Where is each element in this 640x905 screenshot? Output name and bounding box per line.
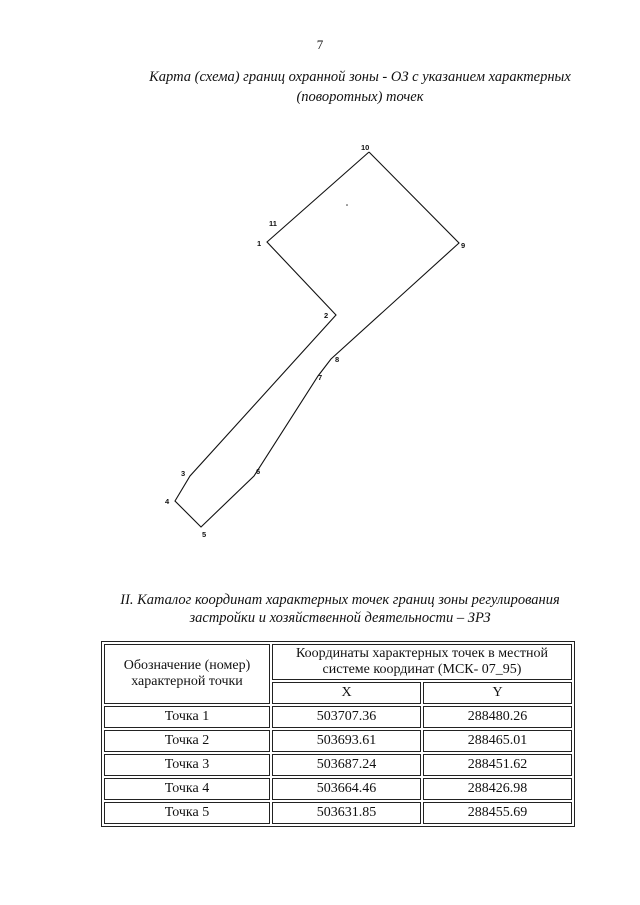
table-header-row: [104, 644, 572, 680]
point-x: 503707.36: [272, 706, 421, 728]
point-name: Точка 3: [104, 754, 270, 776]
point-x: 503693.61: [272, 730, 421, 752]
point-y: 288451.62: [423, 754, 572, 776]
header-coordinates: Координаты характерных точек в местной системе координат (МСК- 07_95): [272, 644, 572, 680]
table-row: [104, 778, 572, 800]
table-row: [104, 730, 572, 752]
map-dot: [346, 204, 348, 206]
point-label-1: 1: [257, 239, 262, 248]
header-y: Y: [423, 682, 572, 704]
coordinates-table: [101, 641, 575, 827]
map-title-line-2: (поворотных) точек: [296, 89, 424, 105]
catalog-title: [90, 591, 590, 627]
point-label-11: 11: [269, 219, 277, 228]
point-name: Точка 4: [104, 778, 270, 800]
point-label-8: 8: [335, 355, 340, 364]
point-name: Точка 5: [104, 802, 270, 824]
table-row: [104, 706, 572, 728]
table-row: [104, 802, 572, 824]
catalog-title-line-1: II. Каталог координат характерных точек границ зоны регулирования: [120, 592, 560, 608]
point-label-6: 6: [256, 467, 261, 476]
table-row: [104, 754, 572, 776]
point-x: 503664.46: [272, 778, 421, 800]
point-label-5: 5: [202, 530, 207, 539]
point-label-9: 9: [461, 241, 466, 250]
point-label-10: 10: [361, 143, 370, 152]
point-label-7: 7: [318, 373, 323, 382]
point-label-3: 3: [181, 469, 186, 478]
point-y: 288426.98: [423, 778, 572, 800]
header-designation: Обозначение (номер) характерной точки: [104, 644, 270, 704]
point-y: 288480.26: [423, 706, 572, 728]
point-y: 288455.69: [423, 802, 572, 824]
boundary-line: [175, 152, 459, 527]
point-labels: [165, 143, 465, 539]
map-title-line-1: Карта (схема) границ охранной зоны - ОЗ с указанием характерных: [149, 69, 571, 85]
point-y: 288465.01: [423, 730, 572, 752]
point-name: Точка 1: [104, 706, 270, 728]
point-label-4: 4: [165, 497, 170, 506]
point-x: 503687.24: [272, 754, 421, 776]
point-name: Точка 2: [104, 730, 270, 752]
boundary-polyline: [175, 152, 459, 527]
page-number: 7: [316, 37, 324, 52]
point-x: 503631.85: [272, 802, 421, 824]
header-x: X: [272, 682, 421, 704]
catalog-title-line-2: застройки и хозяйственной деятельности – ЗРЗ: [189, 610, 491, 626]
point-label-2: 2: [324, 311, 329, 320]
